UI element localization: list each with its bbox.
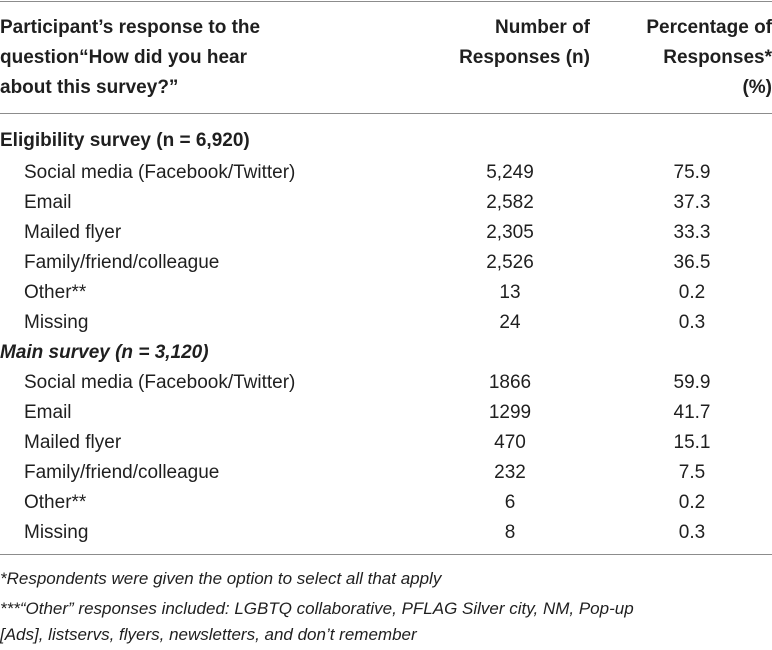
row-count: 2,526 [486, 252, 534, 273]
row-label: Other** [24, 492, 87, 513]
header-number-line-2: Responses (n) [459, 47, 590, 68]
table-row [0, 428, 772, 458]
row-percentage: 36.5 [673, 252, 711, 273]
row-count: 1866 [488, 372, 532, 393]
row-label: Other** [24, 282, 87, 303]
row-count: 8 [504, 522, 516, 543]
row-count: 5,249 [486, 162, 534, 183]
row-count: 470 [494, 432, 526, 453]
row-count: 13 [499, 282, 521, 303]
row-count: 2,582 [486, 192, 534, 213]
row-label: Social media (Facebook/Twitter) [24, 372, 296, 393]
header-percentage-line-3: (%) [742, 77, 772, 98]
row-label: Email [24, 192, 72, 213]
footnote-other-line-1: ***“Other” responses included: LGBTQ collaborative, PFLAG Silver city, NM, Pop-up [0, 599, 634, 618]
row-label: Social media (Facebook/Twitter) [24, 162, 296, 183]
header-percentage-line-2: Responses* [663, 47, 772, 68]
row-label: Family/friend/colleague [24, 462, 220, 483]
table-row [0, 158, 772, 188]
table-row [0, 398, 772, 428]
table-row [0, 218, 772, 248]
row-percentage: 0.2 [678, 492, 706, 513]
table-row [0, 518, 772, 548]
row-count: 1299 [488, 402, 532, 423]
row-count: 2,305 [486, 222, 534, 243]
table-row [0, 308, 772, 338]
header-response-line-3: about this survey?” [0, 77, 179, 98]
row-percentage: 0.3 [678, 522, 706, 543]
top-rule [0, 1, 772, 2]
row-percentage: 0.3 [678, 312, 706, 333]
row-percentage: 15.1 [673, 432, 711, 453]
row-label: Missing [24, 522, 89, 543]
row-label: Family/friend/colleague [24, 252, 220, 273]
table-row [0, 368, 772, 398]
header-percentage-column [612, 13, 772, 103]
header-response-line-1: Participant’s response to the [0, 17, 261, 38]
header-rule [0, 113, 772, 114]
row-count: 232 [494, 462, 526, 483]
row-label: Mailed flyer [24, 432, 122, 453]
table-row [0, 488, 772, 518]
row-percentage: 75.9 [673, 162, 711, 183]
row-percentage: 37.3 [673, 192, 711, 213]
header-response-line-2: question“How did you hear [0, 47, 248, 68]
header-percentage-line-1: Percentage of [646, 17, 772, 38]
section-title-main: Main survey (n = 3,120) [0, 342, 209, 363]
table-row [0, 248, 772, 278]
row-percentage: 7.5 [678, 462, 706, 483]
row-count: 6 [504, 492, 516, 513]
row-count: 24 [499, 312, 521, 333]
header-number-column [430, 13, 590, 73]
table-row [0, 188, 772, 218]
row-label: Email [24, 402, 72, 423]
table-row [0, 458, 772, 488]
row-percentage: 59.9 [673, 372, 711, 393]
footnote-select-all: *Respondents were given the option to select all that apply [0, 569, 442, 588]
footnote-other-line-2: [Ads], listservs, flyers, newsletters, and don’t remember [0, 625, 417, 644]
row-percentage: 33.3 [673, 222, 711, 243]
table-row [0, 278, 772, 308]
header-number-line-1: Number of [495, 17, 590, 38]
row-percentage: 0.2 [678, 282, 706, 303]
bottom-rule [0, 554, 772, 555]
section-title-eligibility: Eligibility survey (n = 6,920) [0, 130, 250, 151]
row-percentage: 41.7 [673, 402, 711, 423]
row-label: Missing [24, 312, 89, 333]
row-label: Mailed flyer [24, 222, 122, 243]
header-response-column [0, 13, 260, 103]
